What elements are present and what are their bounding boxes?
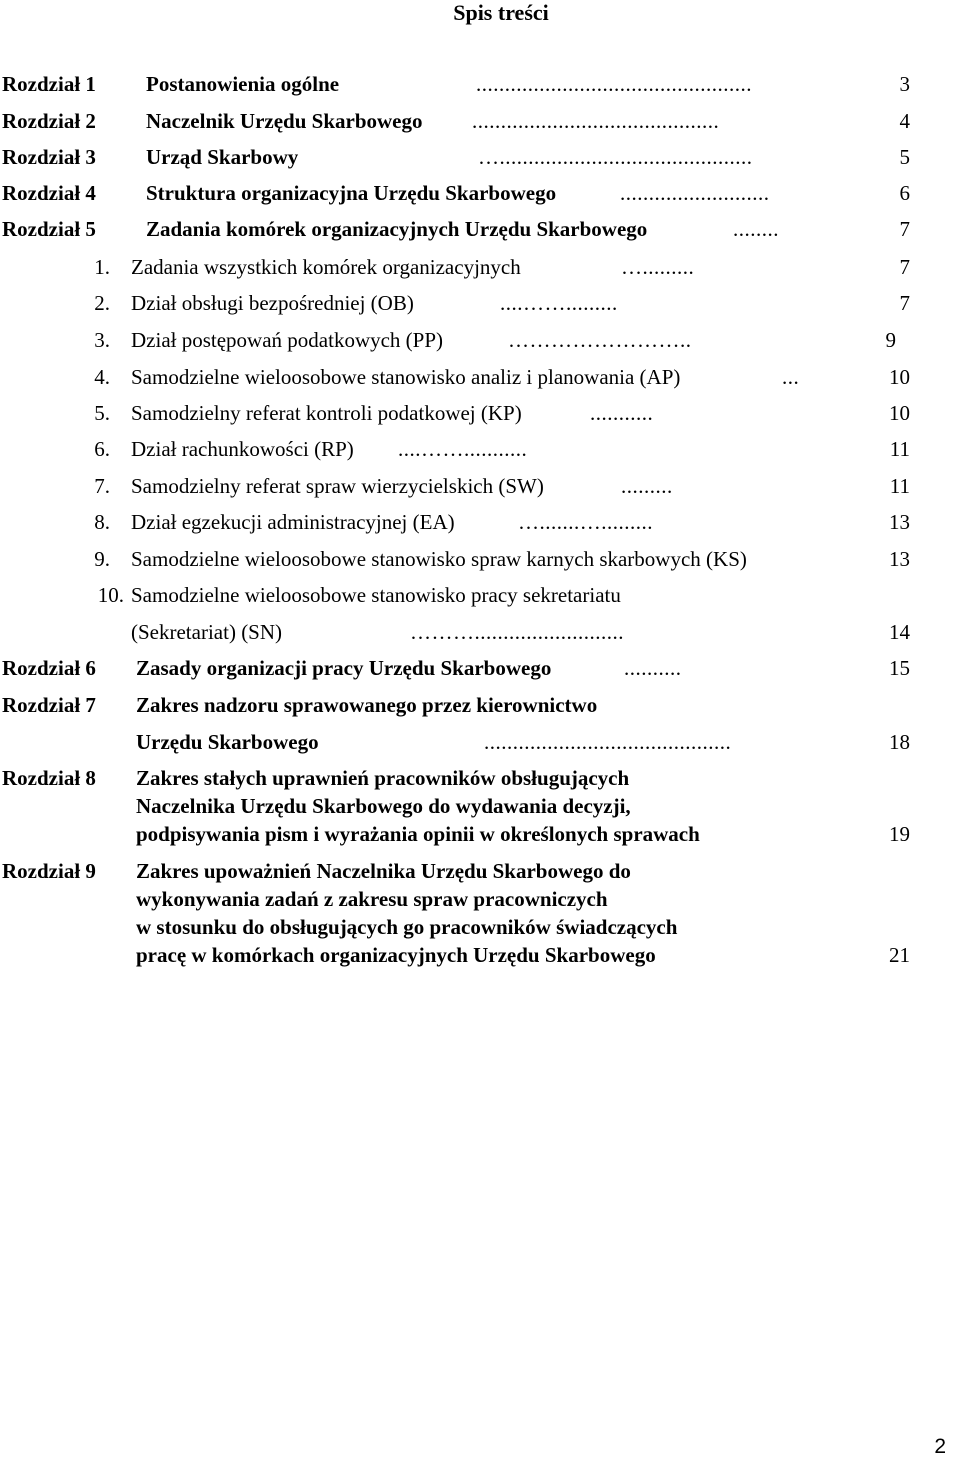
section-title-continued: (Sekretariat) (SN)	[131, 620, 283, 644]
section-title: Samodzielny referat spraw wierzycielskich (SW)	[131, 474, 544, 498]
chapter-title-continued: Urzędu Skarbowego	[136, 730, 319, 754]
page-ref: 10	[889, 401, 910, 425]
page-ref: 10	[889, 365, 910, 389]
page-ref: 13	[889, 547, 910, 571]
page-ref: 21	[889, 943, 910, 967]
chapter-title: Urząd Skarbowy	[146, 145, 299, 169]
page-ref: 7	[899, 255, 910, 279]
section-number: 2.	[94, 291, 110, 315]
chapter-title-continued: podpisywania pism i wyrażania opinii w określonych sprawach	[136, 822, 700, 846]
chapter-title: Zasady organizacji pracy Urzędu Skarbowego	[136, 656, 552, 680]
section-number: 8.	[94, 510, 110, 534]
leader-dots: ..........................	[620, 181, 770, 205]
section-number: 10.	[97, 583, 124, 607]
leader-dots: ….........	[621, 255, 695, 279]
section-title: Dział obsługi bezpośredniej (OB)	[131, 291, 414, 315]
page-ref: 7	[899, 217, 910, 241]
chapter-title: Struktura organizacyjna Urzędu Skarbowego	[146, 181, 557, 205]
chapter-title-continued: w stosunku do obsługujących go pracowników świadczących	[136, 915, 678, 939]
section-title: Dział egzekucji administracyjnej (EA)	[131, 510, 455, 534]
leader-dots: ...........	[590, 401, 654, 425]
chapter-label: Rozdział 8	[2, 766, 96, 790]
chapter-title: Naczelnik Urzędu Skarbowego	[146, 109, 423, 133]
chapter-label: Rozdział 9	[2, 859, 96, 883]
chapter-label: Rozdział 6	[2, 656, 96, 680]
section-number: 1.	[94, 255, 110, 279]
leader-dots: ...	[782, 365, 800, 389]
section-title: Dział rachunkowości (RP)	[131, 437, 354, 461]
chapter-label: Rozdział 5	[2, 217, 96, 241]
section-title: Dział postępowań podatkowych (PP)	[131, 328, 444, 352]
section-number: 4.	[94, 365, 110, 389]
page-ref: 18	[889, 730, 910, 754]
page-ref: 3	[899, 72, 910, 96]
page-ref: 4	[899, 109, 910, 133]
chapter-title: Zakres upoważnień Naczelnika Urzędu Skarbowego do	[136, 859, 631, 883]
page-ref: 13	[889, 510, 910, 534]
leader-dots: ……………………..	[508, 328, 692, 352]
leader-dots: ....……...........	[398, 437, 528, 461]
leader-dots: .........	[621, 474, 673, 498]
toc-title: Spis treści	[453, 0, 549, 25]
section-title: Samodzielne wieloosobowe stanowisko spraw karnych skarbowych (KS)	[131, 547, 747, 571]
leader-dots: ................................................	[476, 72, 752, 96]
page-number: 2	[934, 1435, 946, 1458]
section-number: 3.	[94, 328, 110, 352]
leader-dots: ..........	[624, 656, 682, 680]
page-ref: 6	[899, 181, 910, 205]
page-ref: 19	[889, 822, 910, 846]
section-title: Samodzielne wieloosobowe stanowisko pracy sekretariatu	[131, 583, 621, 607]
section-title: Samodzielny referat kontroli podatkowej (KP)	[131, 401, 522, 425]
chapter-title: Postanowienia ogólne	[146, 72, 340, 96]
chapter-title-continued: wykonywania zadań z zakresu spraw pracowniczych	[136, 887, 608, 911]
section-number: 7.	[94, 474, 110, 498]
section-number: 6.	[94, 437, 110, 461]
leader-dots: ........	[733, 217, 779, 241]
section-title: Samodzielne wieloosobowe stanowisko analiz i planowania (AP)	[131, 365, 681, 389]
chapter-label: Rozdział 1	[2, 72, 96, 96]
chapter-title-continued: Naczelnika Urzędu Skarbowego do wydawania decyzji,	[136, 794, 631, 818]
page-ref: 11	[889, 474, 910, 498]
leader-dots: ....…….........	[500, 291, 618, 315]
chapter-label: Rozdział 3	[2, 145, 96, 169]
page-ref: 15	[889, 656, 910, 680]
section-title: Zadania wszystkich komórek organizacyjnych	[131, 255, 521, 279]
page-ref: 11	[889, 437, 910, 461]
chapter-title-continued: pracę w komórkach organizacyjnych Urzędu Skarbowego	[136, 943, 656, 967]
chapter-label: Rozdział 7	[2, 693, 96, 717]
leader-dots: ...........................................	[472, 109, 720, 133]
section-number: 5.	[94, 401, 110, 425]
chapter-title: Zakres stałych uprawnień pracowników obsługujących	[136, 766, 630, 790]
leader-dots: ….......….........	[518, 510, 653, 534]
page-ref: 5	[899, 145, 910, 169]
leader-dots: ...........................................	[484, 730, 732, 754]
leader-dots: …............................................	[478, 145, 753, 169]
chapter-title: Zakres nadzoru sprawowanego przez kierownictwo	[136, 693, 598, 717]
chapter-label: Rozdział 2	[2, 109, 96, 133]
page-ref: 7	[899, 291, 910, 315]
page-ref: 9	[885, 328, 896, 352]
section-number: 9.	[94, 547, 110, 571]
chapter-label: Rozdział 4	[2, 181, 96, 205]
chapter-title: Zadania komórek organizacyjnych Urzędu Skarbowego	[146, 217, 648, 241]
page-ref: 14	[889, 620, 910, 644]
leader-dots: ………..........................	[410, 620, 624, 644]
